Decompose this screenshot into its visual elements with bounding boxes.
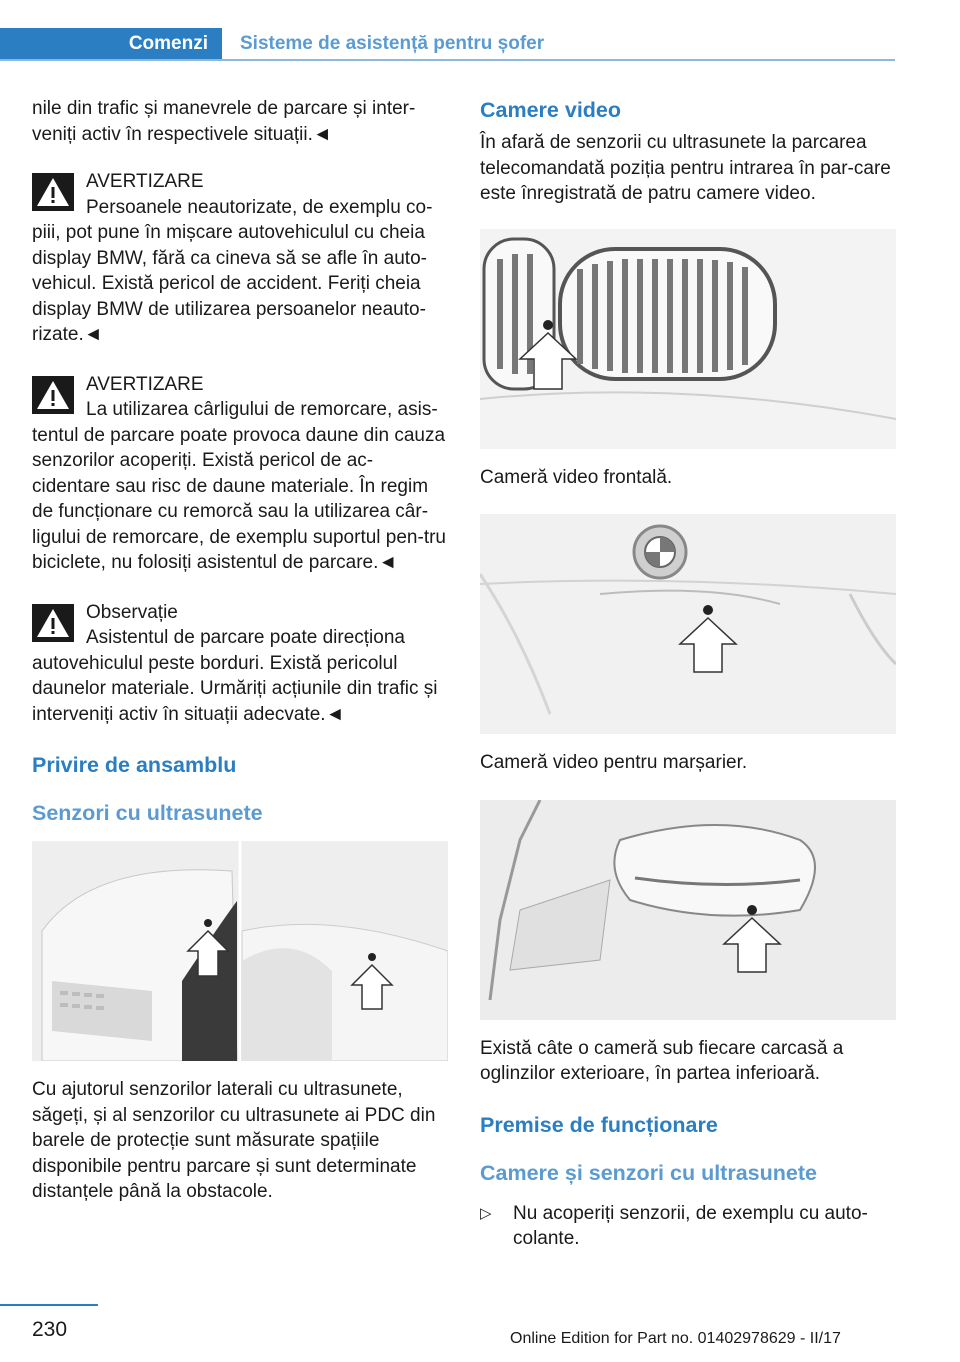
warning-triangle-icon bbox=[32, 173, 74, 211]
section-tab-label: Sisteme de asistență pentru șofer bbox=[240, 33, 545, 54]
warning-triangle-icon bbox=[32, 604, 74, 642]
list-item bbox=[480, 1201, 896, 1252]
warning-block-1 bbox=[32, 169, 448, 348]
heading-prerequisites: Premise de funcționare bbox=[480, 1112, 718, 1137]
chapter-tab-label: Comenzi bbox=[128, 33, 208, 54]
cameras-paragraph: În afară de senzorii cu ultrasunete la parcarea telecomandată poziția pentru intrarea în par-care este înregistrată de patru camere video. bbox=[480, 132, 891, 204]
footer-edition: Online Edition for Part no. 01402978629 - II/17 bbox=[510, 1330, 841, 1347]
figure-front-camera bbox=[480, 229, 896, 449]
figure-rear-camera bbox=[480, 514, 896, 734]
car-side-sensors-illustration bbox=[32, 841, 448, 1061]
note-title: Observație bbox=[86, 601, 178, 623]
list-item-text: Nu acoperiți senzorii, de exemplu cu auto-colante. bbox=[513, 1202, 868, 1249]
warning-block-2 bbox=[32, 372, 448, 576]
warning-triangle-icon bbox=[32, 376, 74, 414]
sensors-paragraph: Cu ajutorul senzorilor laterali cu ultrasunete, săgeți, și al senzorilor cu ultrasunete ai PDC din barele de protecție sunt măsurate spațiile disponibile pentru parcare și sunt determinate distanțele până la obstacole. bbox=[32, 1079, 436, 1202]
warning-title: AVERTIZARE bbox=[86, 373, 204, 395]
warning-text: La utilizarea cârligului de remorcare, asis-tentul de parcare poate provoca daune din cauza senzorilor acoperiți. Există pericol de ac-cidentare sau risc de daune materiale. În regim de funcționare cu remorcă sau la utilizarea câr-ligului de remorcare, de exemplu suportul pen-tru biciclete, nu folosiți asistentul de parcare.◄ bbox=[32, 399, 446, 573]
figure-ultrasonic-sensors bbox=[32, 841, 448, 1061]
warning-title: AVERTIZARE bbox=[86, 171, 204, 192]
caption-mirror-camera: Există câte o cameră sub fiecare carcasă a oglinzilor exterioare, în partea inferioară. bbox=[480, 1037, 844, 1084]
caption-front-camera: Cameră video frontală. bbox=[480, 466, 673, 488]
caption-rear-camera: Cameră video pentru marșarier. bbox=[480, 752, 748, 773]
heading-cameras: Camere video bbox=[480, 98, 622, 122]
rear-camera-illustration bbox=[480, 514, 896, 734]
note-text: Asistentul de parcare poate direcționa autovehiculul peste borduri. Există pericolul daunelor materiale. Urmăriți acțiunile din trafic și interveniți activ în situații adecvate.◄ bbox=[32, 627, 438, 725]
right-column bbox=[480, 96, 896, 1252]
note-block bbox=[32, 600, 448, 728]
figure-mirror-camera bbox=[480, 800, 896, 1020]
intro-paragraph: nile din trafic și manevrele de parcare și inter-veniți activ în respectivele situații.◄ bbox=[32, 98, 416, 145]
heading-cameras-sensors: Camere și senzori cu ultrasunete bbox=[480, 1160, 817, 1185]
mirror-camera-illustration bbox=[480, 800, 896, 1020]
page-number: 230 bbox=[32, 1318, 68, 1341]
footer-divider bbox=[0, 1304, 98, 1306]
front-grille-camera-illustration bbox=[480, 229, 896, 449]
left-column bbox=[32, 96, 448, 1227]
warning-text: Persoanele neautorizate, de exemplu co-piii, pot pune în mișcare autovehiculul cu cheia display BMW, fără ca cineva să se afle în auto-vehicul. Există pericol de accident. Feriți cheia display BMW de utilizarea persoanelor neauto-rizate.◄ bbox=[32, 196, 433, 345]
heading-ultrasonic-sensors: Senzori cu ultrasunete bbox=[32, 801, 263, 825]
triangle-bullet-icon: ▷ bbox=[480, 1204, 492, 1222]
page-header bbox=[0, 28, 895, 60]
heading-overview: Privire de ansamblu bbox=[32, 753, 237, 777]
chapter-tab bbox=[0, 28, 222, 60]
header-divider bbox=[0, 59, 895, 61]
